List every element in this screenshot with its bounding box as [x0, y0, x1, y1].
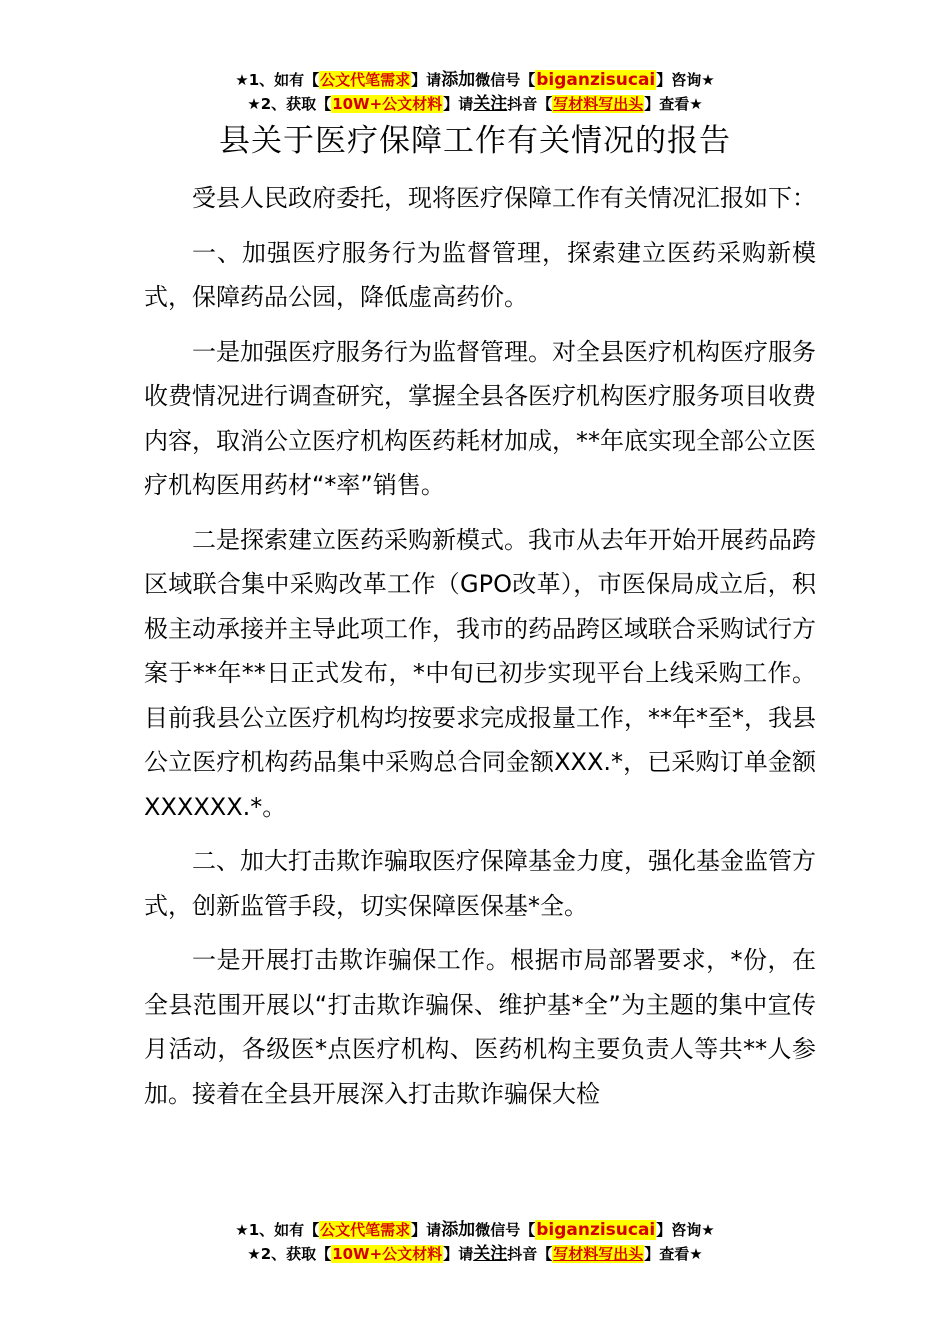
banner-text: 关注 — [473, 94, 508, 114]
banner-text: 微信号【 — [475, 1221, 536, 1239]
banner-text: 】请 — [411, 71, 442, 89]
banner-text: 抖音【 — [507, 1245, 553, 1263]
banner-line-1 — [0, 1218, 950, 1242]
paragraph: 二是探索建立医药采购新模式。我市从去年开始开展药品跨区域联合集中采购改革工作（GPO改革），市医保局成立后，积极主动承接并主导此项工作，我市的药品跨区域联合采购试行方案于**年**日正式发布，*中旬已初步实现平台上线采购工作。目前我县公立医疗机构均按要求完成报量工作，**年*至*，我县公立医疗机构药品集中采购总合同金额XXX.*，已采购订单金额XXXXXX.*。 — [144, 525, 816, 821]
paragraph: 一是加强医疗服务行为监督管理。对全县医疗机构医疗服务收费情况进行调查研究，掌握全县各医疗机构医疗服务项目收费内容，取消公立医疗机构医药耗材加成，**年底实现全部公立医疗机构医用药材“*率”销售。 — [144, 337, 816, 499]
banner-line-1 — [0, 68, 950, 92]
banner-text: 】请 — [443, 95, 474, 113]
banner-text: 】请 — [411, 1221, 442, 1239]
banner-text: ★1、如有【 — [235, 71, 320, 89]
section-heading: 二、加大打击欺诈骗取医疗保障基金力度，强化基金监管方式，创新监管手段，切实保障医保基*全。 — [144, 847, 816, 920]
paragraph: 一是开展打击欺诈骗保工作。根据市局部署要求，*份，在全县范围开展以“打击欺诈骗保、维护基*全”为主题的集中宣传月活动，各级医*点医疗机构、医药机构主要负责人等共**人参加。接着在全县开展深入打击欺诈骗保大检 — [144, 946, 816, 1108]
banner-highlight: 公文代笔需求 — [320, 71, 411, 89]
banner-text: ★2、获取【 — [247, 1245, 332, 1263]
banner-text: 】咨询★ — [656, 1221, 715, 1239]
banner-text: 添加 — [441, 70, 476, 90]
banner-text: 】查看★ — [644, 95, 703, 113]
douyin-id-highlight: 写材料写出头 — [553, 95, 644, 113]
banner-text: 关注 — [473, 1244, 508, 1264]
banner-line-2 — [0, 92, 950, 116]
banner-text: 微信号【 — [475, 71, 536, 89]
banner-text: 】请 — [443, 1245, 474, 1263]
banner-text: 】查看★ — [644, 1245, 703, 1263]
banner-line-2 — [0, 1242, 950, 1266]
top-banner — [0, 68, 950, 116]
wechat-id-highlight: biganzisucai — [536, 70, 656, 90]
banner-text: 】咨询★ — [656, 71, 715, 89]
section-heading: 一、加强医疗服务行为监督管理，探索建立医药采购新模式，保障药品公园，降低虚高药价。 — [144, 238, 816, 311]
wechat-id-highlight: biganzisucai — [536, 1220, 656, 1240]
banner-highlight: 10W+公文材料 — [332, 95, 443, 113]
banner-text: ★2、获取【 — [247, 95, 332, 113]
document-title: 县关于医疗保障工作有关情况的报告 — [219, 123, 731, 159]
banner-text: 抖音【 — [507, 95, 553, 113]
banner-highlight: 10W+公文材料 — [332, 1245, 443, 1263]
banner-highlight: 公文代笔需求 — [320, 1221, 411, 1239]
document-body — [144, 176, 816, 1116]
banner-text: ★1、如有【 — [235, 1221, 320, 1239]
banner-text: 添加 — [441, 1220, 476, 1240]
paragraph: 受县人民政府委托，现将医疗保障工作有关情况汇报如下： — [192, 184, 816, 212]
bottom-banner — [0, 1218, 950, 1266]
douyin-id-highlight: 写材料写出头 — [553, 1245, 644, 1263]
